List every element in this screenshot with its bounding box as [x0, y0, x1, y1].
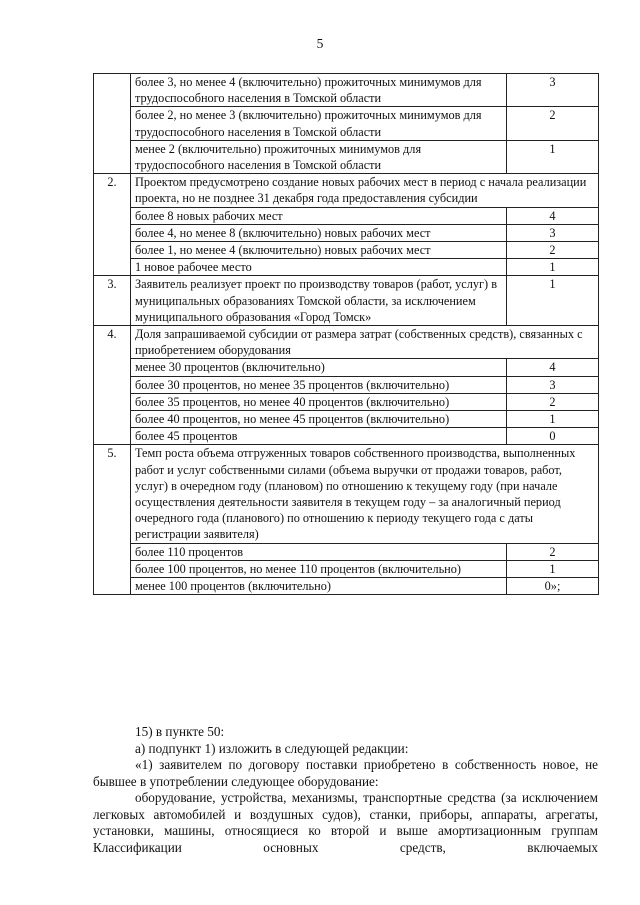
- criterion-text: более 4, но менее 8 (включительно) новых рабочих мест: [131, 224, 507, 241]
- table-row: [94, 543, 599, 560]
- criterion-text: Заявитель реализует проект по производству товаров (работ, услуг) в муниципальных образованиях Томской области, за исключением муниципального образования «Город Томск»: [131, 276, 507, 326]
- table-row: [94, 242, 599, 259]
- table-row: [94, 359, 599, 376]
- criterion-text: более 1, но менее 4 (включительно) новых рабочих мест: [131, 242, 507, 259]
- criterion-score: 2: [507, 393, 599, 410]
- criterion-score: 3: [507, 224, 599, 241]
- criterion-number: [94, 74, 131, 107]
- criterion-score: 1: [507, 140, 599, 173]
- criterion-score: 3: [507, 74, 599, 107]
- table-row: [94, 326, 599, 359]
- paragraph: 15) в пункте 50:: [135, 724, 225, 739]
- table-row: [94, 560, 599, 577]
- table-row: [94, 411, 599, 428]
- table-row: [94, 276, 599, 326]
- criterion-text: более 100 процентов, но менее 110 процентов (включительно): [131, 560, 507, 577]
- criterion-score: 3: [507, 376, 599, 393]
- table-row: [94, 428, 599, 445]
- criterion-number: 3.: [94, 276, 131, 326]
- criterion-text: менее 30 процентов (включительно): [131, 359, 507, 376]
- table-row: [94, 207, 599, 224]
- criterion-text: более 2, но менее 3 (включительно) прожиточных минимумов для трудоспособного населения в Томской области: [131, 107, 507, 140]
- criterion-text: менее 2 (включительно) прожиточных минимумов для трудоспособного населения в Томской области: [131, 140, 507, 173]
- criterion-text: более 35 процентов, но менее 40 процентов (включительно): [131, 393, 507, 410]
- criterion-number: 5.: [94, 445, 131, 543]
- table-row: [94, 174, 599, 207]
- criterion-text: 1 новое рабочее место: [131, 259, 507, 276]
- criterion-text: более 110 процентов: [131, 543, 507, 560]
- criterion-score: 0»;: [507, 578, 599, 595]
- criterion-text: более 45 процентов: [131, 428, 507, 445]
- criterion-text: более 40 процентов, но менее 45 процентов (включительно): [131, 411, 507, 428]
- criterion-text: более 3, но менее 4 (включительно) прожиточных минимумов для трудоспособного населения в Томской области: [131, 74, 507, 107]
- criteria-table: [93, 73, 599, 595]
- table-row: [94, 224, 599, 241]
- table-row: [94, 107, 599, 140]
- table-row: [94, 376, 599, 393]
- criterion-score: 2: [507, 107, 599, 140]
- criterion-score: 1: [507, 276, 599, 326]
- table-row: [94, 259, 599, 276]
- criterion-text: менее 100 процентов (включительно): [131, 578, 507, 595]
- criterion-score: 2: [507, 242, 599, 259]
- criterion-number: 2.: [94, 174, 131, 207]
- criterion-heading: Темп роста объема отгруженных товаров собственного производства, выполненных работ и услуг собственными силами (объема выручки от продажи товаров, работ, услуг) в очередном году (плановом) по отношению к текущему году (при начале осуществления деятельности заявителя в текущем году – за аналогичный период очередного года (планового) по отношению к периоду текущего года с даты регистрации заявителя): [131, 445, 599, 543]
- criterion-text: более 30 процентов, но менее 35 процентов (включительно): [131, 376, 507, 393]
- table-row: [94, 74, 599, 107]
- criterion-number: 4.: [94, 326, 131, 359]
- table-row: [94, 140, 599, 173]
- criterion-score: 0: [507, 428, 599, 445]
- criterion-score: 1: [507, 560, 599, 577]
- table-row: [94, 578, 599, 595]
- criterion-score: 4: [507, 207, 599, 224]
- criterion-heading: Доля запрашиваемой субсидии от размера затрат (собственных средств), связанных с приобретением оборудования: [131, 326, 599, 359]
- criterion-score: 1: [507, 259, 599, 276]
- criterion-text: более 8 новых рабочих мест: [131, 207, 507, 224]
- paragraph: «1) заявителем по договору поставки приобретено в собственность новое, не бывшее в употреблении следующее оборудование:: [93, 757, 598, 789]
- criterion-score: 2: [507, 543, 599, 560]
- table-row: [94, 445, 599, 543]
- paragraph: а) подпункт 1) изложить в следующей редакции:: [135, 740, 409, 756]
- paragraph: оборудование, устройства, механизмы, транспортные средства (за исключением легковых автомобилей и воздушных судов), станки, приборы, аппараты, агрегаты, установки, машины, относящиеся ко второй и выше амортизационным группам Классификации основных средств, включаемых: [93, 790, 598, 855]
- body-text: [93, 724, 598, 856]
- page-number: 5: [316, 36, 324, 51]
- criterion-heading: Проектом предусмотрено создание новых рабочих мест в период с начала реализации проекта, но не позднее 31 декабря года предоставления субсидии: [131, 174, 599, 207]
- criterion-score: 4: [507, 359, 599, 376]
- criterion-score: 1: [507, 411, 599, 428]
- table-row: [94, 393, 599, 410]
